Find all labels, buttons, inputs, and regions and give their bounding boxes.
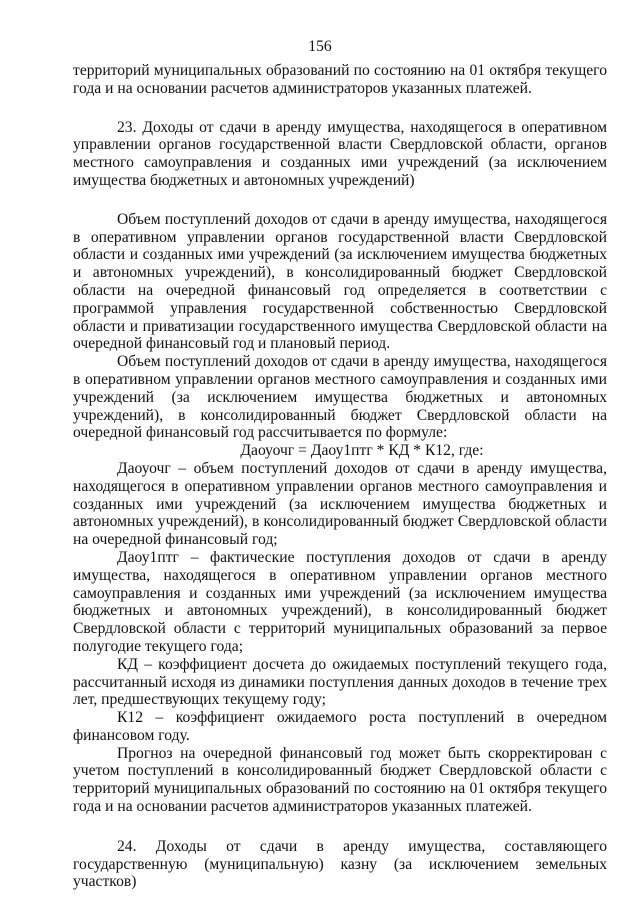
forecast-adjustment-paragraph: Прогноз на очередной финансовый год может быть скорректирован с учетом поступлений в консолидированный бюджет Свердловской области с территорий муниципальных образований по состоянию на 01 октября текущего года и на основании расчетов администраторов указанных платежей. bbox=[73, 744, 607, 816]
definition-k12: К12 – коэффициент ожидаемого роста поступлений в очередном финансовом году. bbox=[73, 709, 607, 744]
definition-kd: КД – коэффициент досчета до ожидаемых поступлений текущего года, рассчитанный исходя из динамики поступления данных доходов в течение трех лет, предшествующих текущему году; bbox=[73, 655, 607, 709]
document-body bbox=[73, 62, 607, 891]
paragraph-municipal-property: Объем поступлений доходов от сдачи в аренду имущества, находящегося в оперативном управлении органов местного самоуправления и созданных ими учреждений (за исключением имущества бюджетных и автономных учреждений), в консолидированный бюджет Свердловской области на очередной финансовый год рассчитывается по формуле: bbox=[73, 353, 607, 442]
page-number: 156 bbox=[308, 38, 332, 55]
definition-daou1ptg: Даоу1птг – фактические поступления доходов от сдачи в аренду имущества, находящегося в оперативном управлении органов местного самоуправления и созданных ими учреждений (за исключением имущества бюджетных и автономных учреждений), в консолидированный бюджет Свердловской области с территорий муниципальных образований за первое полугодие текущего года; bbox=[73, 548, 607, 655]
definition-daouochg: Даоуочг – объем поступлений доходов от сдачи в аренду имущества, находящегося в оперативном управлении органов местного самоуправления и созданных ими учреждений (за исключением имущества бюджетных и автономных учреждений), в консолидированный бюджет Свердловской области на очередной финансовый год; bbox=[73, 459, 607, 549]
continuation-paragraph: территорий муниципальных образований по состоянию на 01 октября текущего года и на основании расчетов администраторов указанных платежей. bbox=[73, 62, 607, 97]
formula: Даоуочг = Даоу1птг * КД * К12, где: bbox=[240, 442, 484, 460]
paragraph-regional-property: Объем поступлений доходов от сдачи в аренду имущества, находящегося в оперативном управлении органов государственной власти Свердловской области и созданных ими учреждений (за исключением имущества бюджетных и автономных учреждений), в консолидированный бюджет Свердловской области на очередной финансовый год определяется в соответствии с программой управления государственной собственностью Свердловской области и приватизации государственного имущества Свердловской области на очередной финансовый год и плановый период. bbox=[73, 210, 607, 353]
section-24-heading: 24. Доходы от сдачи в аренду имущества, составляющего государственную (муниципальную) казну (за исключением земельных участков) bbox=[73, 837, 607, 891]
section-23-heading: 23. Доходы от сдачи в аренду имущества, находящегося в оперативном управлении органов государственной власти Свердловской области, органов местного самоуправления и созданных ими учреждений (за исключением имущества бюджетных и автономных учреждений) bbox=[73, 118, 607, 189]
